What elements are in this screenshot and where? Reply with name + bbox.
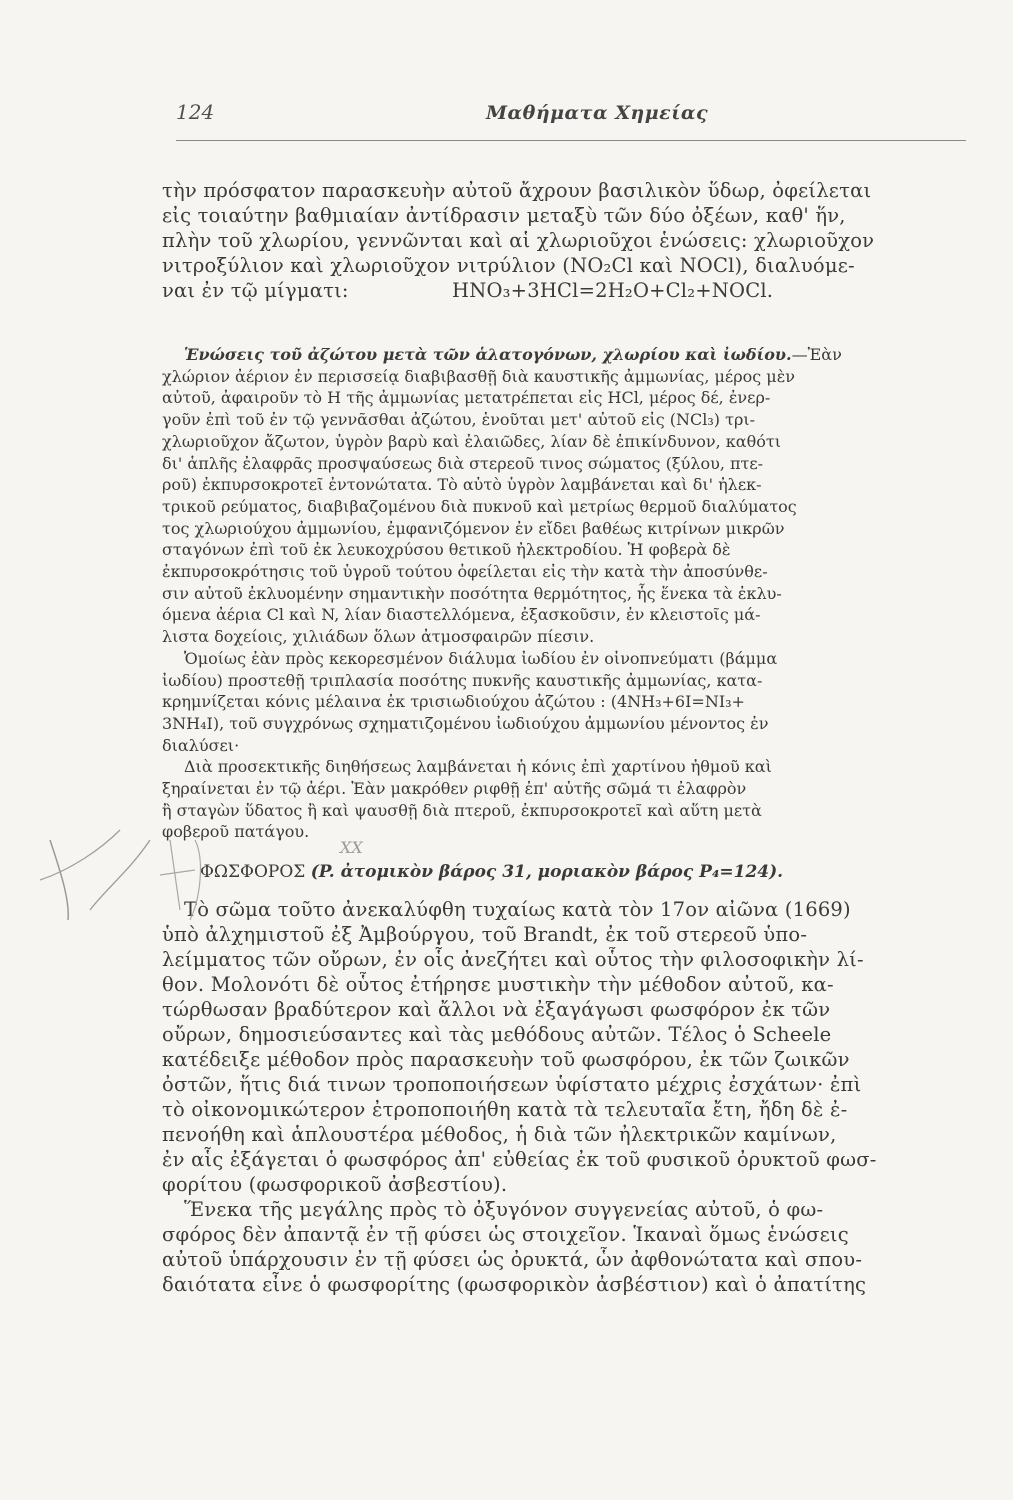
formula-lead: ναι ἐν τῷ μίγματι:	[162, 279, 349, 302]
text-line: φορίτου (φωσφορικοῦ ἀσβεστίου).	[162, 1173, 508, 1196]
text-line: τὸ οἰκονομικώτερον ἐτροποποιήθη κατὰ τὰ τελευταῖα ἔτη, ἤδη δὲ ἐ-	[162, 1098, 848, 1121]
text-line: λιστα δοχείοις, χιλιάδων ὅλων ἀτμοσφαιρῶν πίεσιν.	[162, 627, 595, 647]
text-line: ἢ σταγὼν ὕδατος ἢ καὶ ψαυσθῇ διὰ πτεροῦ, ἐκπυρσοκροτεῖ καὶ αὕτη μετὰ	[162, 800, 762, 820]
text-line: ὑπὸ ἀλχημιστοῦ ἐξ Ἀμβούργου, τοῦ Brandt, ἐκ τοῦ στερεοῦ ὑπο-	[162, 923, 808, 946]
text-line: λείμματος τῶν οὔρων, ἐν οἷς ἀνεζήτει καὶ οὗτος τὴν φιλοσοφικὴν λί-	[162, 948, 864, 971]
header-rule	[176, 140, 966, 141]
text-line: χλώριον ἀέριον ἐν περισσείᾳ διαβιβασθῇ διὰ καυστικῆς ἀμμωνίας, μέρος μὲν	[162, 366, 795, 386]
text-line: σφόρος δὲν ἀπαντᾷ ἐν τῇ φύσει ὡς στοιχεῖον. Ἱκαναὶ ὅμως ἑνώσεις	[162, 1223, 849, 1246]
text-line: γοῦν ἐπὶ τοῦ ἐν τῷ γεννᾶσθαι ἀζώτου, ἑνοῦται μετ' αὐτοῦ εἰς (NCl₃) τρι-	[162, 410, 756, 430]
text-line: ὀστῶν, ἥτις διά τινων τροποποιήσεων ὑφίστατο μέχρις ἐσχάτων· ἐπὶ	[162, 1073, 862, 1096]
text-line: ροῦ) ἐκπυρσοκροτεῖ ἐντονώτατα. Τὸ αὐτὸ ὑγρὸν λαμβάνεται καὶ δι' ἠλεκ-	[162, 475, 762, 495]
text-line: κρημνίζεται κόνις μέλαινα ἐκ τρισιωδιούχου ἀζώτου : (4NH₃+6I=NI₃+	[162, 692, 745, 712]
phosphorus-heading	[200, 862, 960, 882]
text-line: δι' ἁπλῆς ἐλαφρᾶς προσψαύσεως διὰ στερεοῦ τινος σώματος (ξύλου, πτε-	[162, 453, 764, 473]
element-meta: (P. ἀτομικὸν βάρος 31, μοριακὸν βάρος P₄=124).	[310, 862, 784, 882]
text-line: Ὁμοίως ἐὰν πρὸς κεκορεσμένον διάλυμα ἰωδίου ἐν οἰνοπνεύματι (βάμμα	[184, 648, 778, 668]
paragraph-phosphorus-history	[162, 897, 962, 1297]
text-line: ξηραίνεται ἐν τῷ ἀέρι. Ἐὰν μακρόθεν ριφθῇ ἐπ' αὐτῆς σῶμά τι ἐλαφρὸν	[162, 779, 747, 799]
text-line: χλωριοῦχον ἄζωτον, ὑγρὸν βαρὺ καὶ ἐλαιῶδες, λίαν δὲ ἐπικίνδυνον, καθότι	[162, 431, 781, 451]
text-line: νιτροξύλιον καὶ χλωριοῦχον νιτρύλιον (NO₂Cl καὶ NOCl), διαλυόμε-	[162, 254, 855, 277]
text-line: τώρθωσαν βραδύτερον καὶ ἄλλοι νὰ ἐξαγάγωσι φωσφόρον ἐκ τῶν	[162, 998, 831, 1021]
text-line: σταγόνων ἐπὶ τοῦ ἐκ λευκοχρύσου θετικοῦ ἠλεκτροδίου. Ἡ φοβερὰ δὲ	[162, 540, 731, 560]
handwritten-scribble-icon	[20, 800, 210, 940]
text-line: Διὰ προσεκτικῆς διηθήσεως λαμβάνεται ἡ κόνις ἐπὶ χαρτίνου ἠθμοῦ καὶ	[184, 757, 772, 777]
chemical-equation: HNO₃+3HCl=2H₂O+Cl₂+NOCl.	[452, 279, 774, 302]
text-line: εἰς τοιαύτην βαθμιαίαν ἀντίδρασιν μεταξὺ τῶν δύο ὀξέων, καθ' ἥν,	[162, 204, 846, 227]
text-line: ἰωδίου) προστεθῇ τριπλασία ποσότης πυκνῆς καυστικῆς ἀμμωνίας, κατα-	[162, 670, 763, 690]
text-line: πλὴν τοῦ χλωρίου, γεννῶνται καὶ αἱ χλωριοῦχοι ἑνώσεις: χλωριοῦχον	[162, 229, 875, 252]
text-line: τὴν πρόσφατον παρασκευὴν αὐτοῦ ἄχρουν βασιλικὸν ὕδωρ, ὀφείλεται	[162, 179, 872, 202]
section-title-tail: —Ἐὰν	[791, 345, 842, 364]
text-line: διαλύσει·	[162, 735, 240, 755]
text-line: ἐν αἷς ἐξάγεται ὁ φωσφόρος ἀπ' εὐθείας ἐκ τοῦ φυσικοῦ ὀρυκτοῦ φωσ-	[162, 1148, 877, 1171]
margin-note-text: ΧΧ	[340, 838, 363, 857]
text-line: φοβεροῦ πατάγου.	[162, 822, 310, 842]
text-line: τος χλωριούχου ἀμμωνίου, ἐμφανιζόμενον ἐν εἴδει βαθέως κιτρίνων μικρῶν	[162, 518, 785, 538]
page-number: 124	[176, 100, 215, 124]
section-title: Ἑνώσεις τοῦ ἀζώτου μετὰ τῶν ἁλατογόνων, χλωρίου καὶ ἰωδίου.	[184, 345, 792, 364]
text-line: 3NH₄I), τοῦ συγχρόνως σχηματιζομένου ἰωδιούχου ἀμμωνίου μένοντος ἐν	[162, 713, 769, 733]
element-name: ΦΩΣΦΟΡΟΣ	[200, 862, 306, 882]
running-title: Μαθήματα Χημείας	[486, 102, 709, 124]
section-nitrogen-halogens	[162, 344, 962, 843]
text-line: ἐκπυρσοκρότησις τοῦ ὑγροῦ τούτου ὀφείλεται εἰς τὴν κατὰ τὴν ἀποσύνθε-	[162, 562, 768, 582]
page-header	[176, 100, 966, 140]
text-line: θον. Μολονότι δὲ οὗτος ἐτήρησε μυστικὴν τὴν μέθοδον αὐτοῦ, κα-	[162, 973, 834, 996]
text-line: τρικοῦ ρεύματος, διαβιβαζομένου διὰ πυκνοῦ καὶ μετρίως θερμοῦ διαλύματος	[162, 496, 797, 516]
text-line: αὐτοῦ, ἀφαιροῦν τὸ H τῆς ἀμμωνίας μετατρέπεται εἰς HCl, μέρος δέ, ἐνερ-	[162, 388, 771, 408]
text-line: οὔρων, δημοσιεύσαντες καὶ τὰς μεθόδους αὐτῶν. Τέλος ὁ Scheele	[162, 1023, 832, 1046]
text-line: όμενα ἀέρια Cl καὶ N, λίαν διαστελλόμενα, ἐξασκοῦσιν, ἐν κλειστοῖς μά-	[162, 605, 761, 625]
text-line: Ἕνεκα τῆς μεγάλης πρὸς τὸ ὀξυγόνον συγγενείας αὐτοῦ, ὁ φω-	[184, 1198, 824, 1221]
text-line	[162, 344, 962, 366]
text-line: πενοήθη καὶ ἁπλουστέρα μέθοδος, ἡ διὰ τῶν ἠλεκτρικῶν καμίνων,	[162, 1123, 837, 1146]
text-line: δαιότατα εἶνε ὁ φωσφορίτης (φωσφορικὸν ἀσβέστιον) καὶ ὁ ἀπατίτης	[162, 1273, 867, 1296]
text-line: Τὸ σῶμα τοῦτο ἀνεκαλύφθη τυχαίως κατὰ τὸν 17ον αἰῶνα (1669)	[184, 898, 851, 921]
text-line: αὐτοῦ ὑπάρχουσιν ἐν τῇ φύσει ὡς ὀρυκτά, ὧν ἀφθονώτατα καὶ σπου-	[162, 1248, 863, 1271]
text-line: σιν αὐτοῦ ἐκλυομένην σημαντικὴν ποσότητα θερμότητος, ἧς ἕνεκα τὰ ἐκλυ-	[162, 583, 782, 603]
formula-line	[162, 278, 962, 303]
paragraph-aqua-regia	[162, 178, 962, 303]
text-line: κατέδειξε μέθοδον πρὸς παρασκευὴν τοῦ φωσφόρου, ἐκ τῶν ζωικῶν	[162, 1048, 850, 1071]
